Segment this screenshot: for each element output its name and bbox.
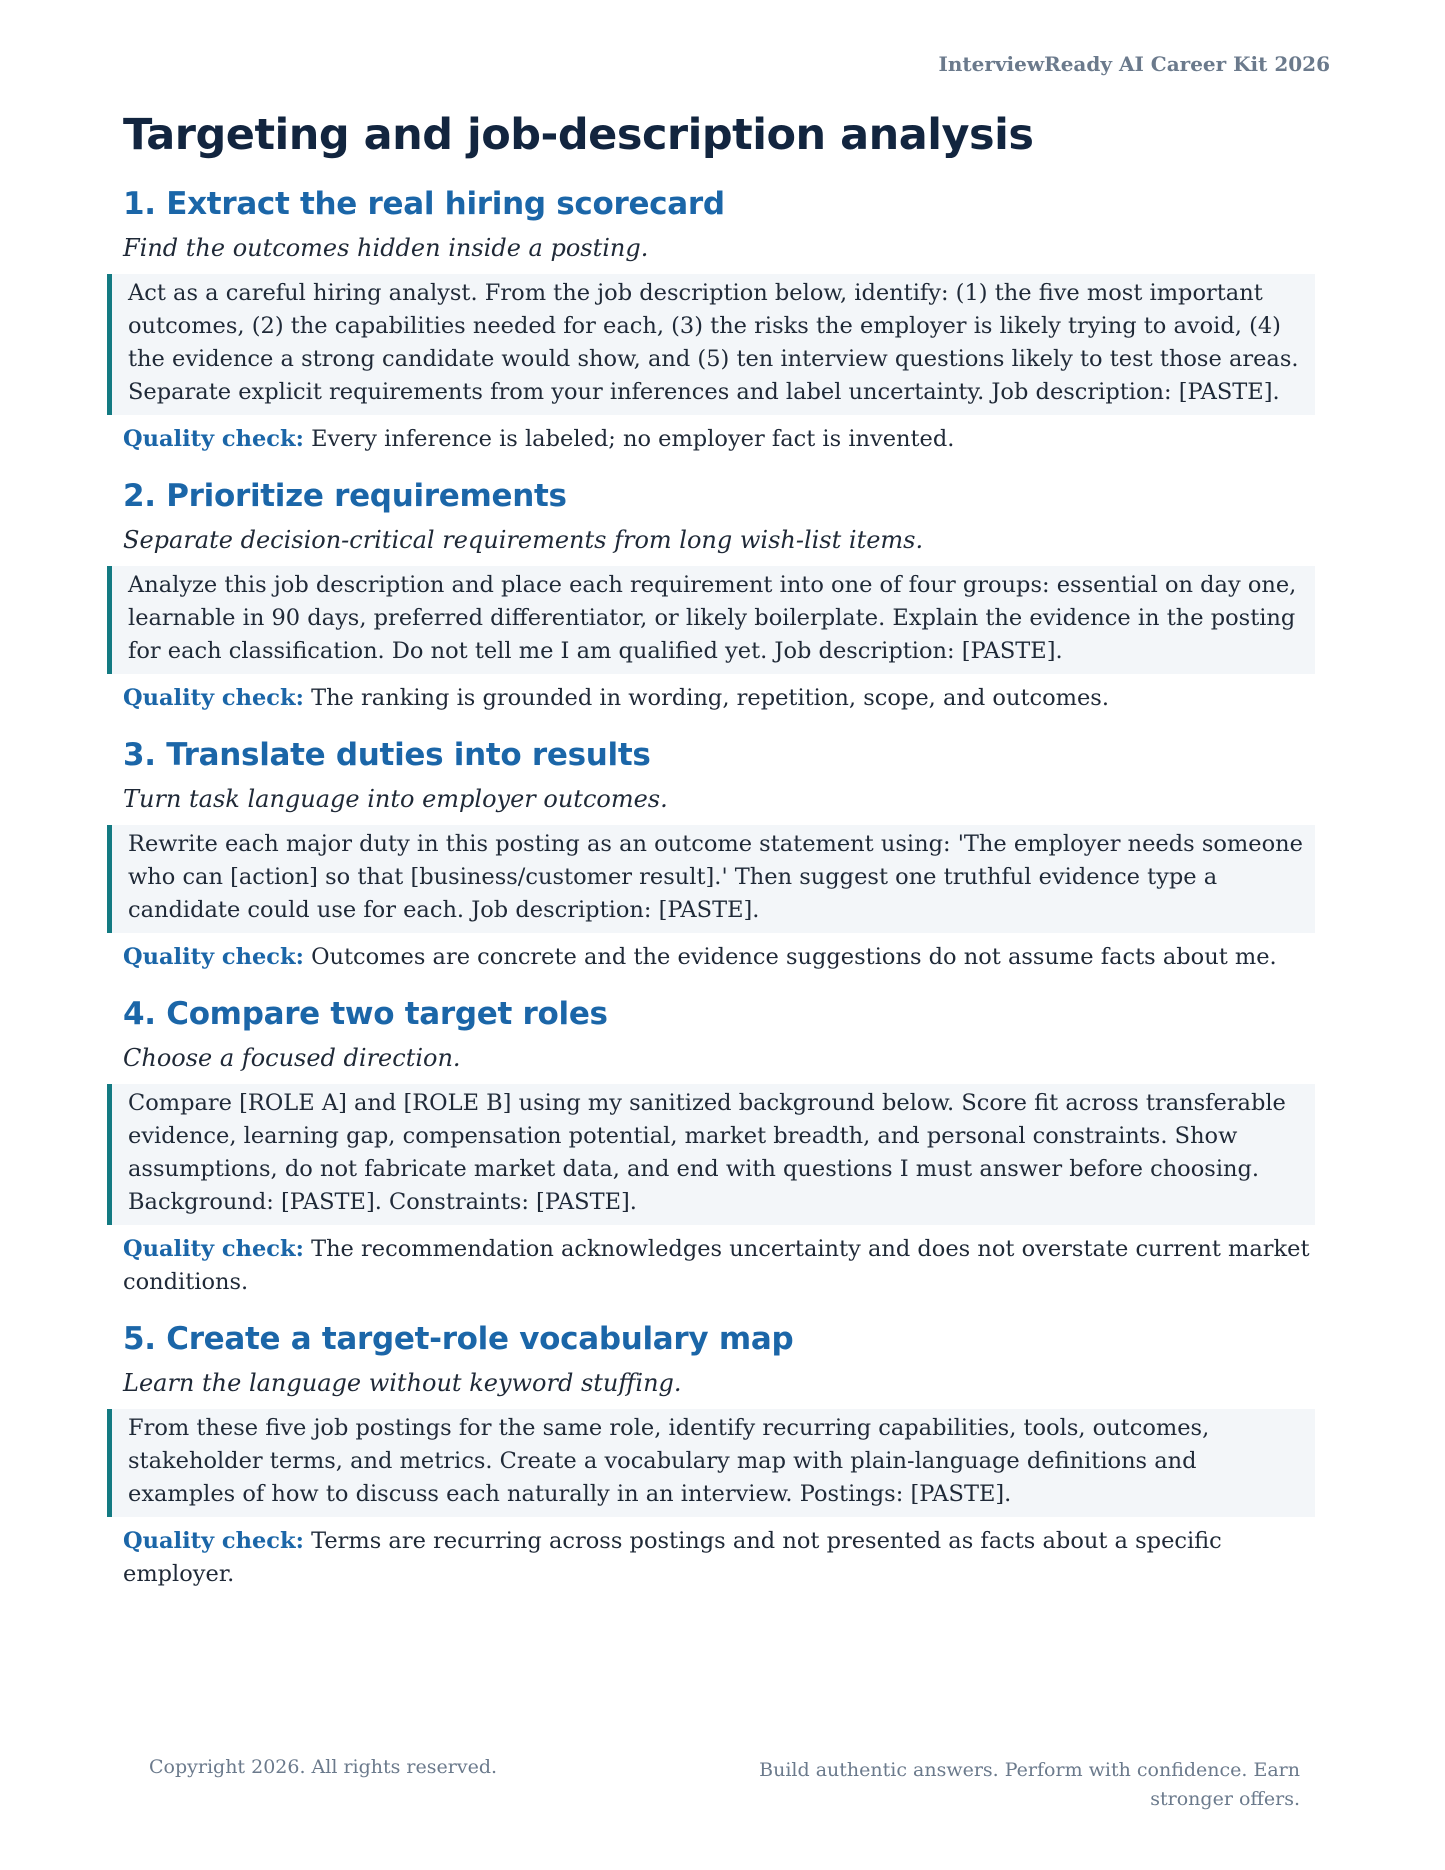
quality-check-text: Terms are recurring across postings and not presented as facts about a specific employer. <box>123 1528 1222 1587</box>
section-duties <box>123 737 1315 974</box>
page-content <box>123 110 1315 1613</box>
prompt-box: Analyze this job description and place each requirement into one of four groups: essential on day one, learnable in 90 days, preferred differentiator, or likely boilerplate. Explain the evidence in the posting for each classification. Do not tell me I am qualified yet. Job description: [PASTE]. <box>107 566 1315 674</box>
quality-check-label: Quality check: <box>123 426 304 452</box>
quality-check-text: The ranking is grounded in wording, repetition, scope, and outcomes. <box>311 685 1109 711</box>
section-scorecard <box>123 186 1315 456</box>
section-prioritize <box>123 478 1315 715</box>
quality-check <box>123 941 1315 974</box>
section-compare <box>123 996 1315 1299</box>
footer-tagline: Build authentic answers. Perform with confidence. Earn stronger offers. <box>759 1759 1300 1810</box>
section-subtitle: Separate decision-critical requirements from long wish-list items. <box>123 526 924 554</box>
footer-copyright: Copyright 2026. All rights reserved. <box>149 1756 498 1778</box>
quality-check-text: Outcomes are concrete and the evidence suggestions do not assume facts about me. <box>311 944 1277 970</box>
section-heading: 3. Translate duties into results <box>123 737 651 773</box>
section-heading: 4. Compare two target roles <box>123 996 608 1032</box>
section-subtitle: Choose a focused direction. <box>123 1044 461 1072</box>
section-heading: 5. Create a target-role vocabulary map <box>123 1321 794 1357</box>
section-heading: 2. Prioritize requirements <box>123 478 567 514</box>
quality-check <box>123 423 1315 456</box>
quality-check <box>123 1233 1315 1299</box>
quality-check-label: Quality check: <box>123 944 304 970</box>
quality-check-text: The recommendation acknowledges uncertainty and does not overstate current market conditions. <box>123 1236 1310 1295</box>
prompt-box: From these five job postings for the same role, identify recurring capabilities, tools, outcomes, stakeholder terms, and metrics. Create a vocabulary map with plain-language definitions and examples of how to discuss each naturally in an interview. Postings: [PASTE]. <box>107 1409 1315 1517</box>
prompt-box: Compare [ROLE A] and [ROLE B] using my sanitized background below. Score fit across transferable evidence, learning gap, compensation potential, market breadth, and personal constraints. Show assumptions, do not fabricate market data, and end with questions I must answer before choosing. Background: [PASTE]. Constraints: [PASTE]. <box>107 1084 1315 1225</box>
section-vocabulary <box>123 1321 1315 1591</box>
section-heading: 1. Extract the real hiring scorecard <box>123 186 725 222</box>
quality-check-label: Quality check: <box>123 1528 304 1554</box>
section-subtitle: Learn the language without keyword stuffing. <box>123 1369 682 1397</box>
prompt-box: Act as a careful hiring analyst. From the job description below, identify: (1) the five most important outcomes, (2) the capabilities needed for each, (3) the risks the employer is likely trying to avoid, (4) the evidence a strong candidate would show, and (5) ten interview questions likely to test those areas. Separate explicit requirements from your inferences and label uncertainty. Job description: [PASTE]. <box>107 274 1315 415</box>
header-brand: InterviewReady AI Career Kit 2026 <box>938 52 1330 76</box>
quality-check-label: Quality check: <box>123 685 304 711</box>
section-subtitle: Turn task language into employer outcomes. <box>123 785 668 813</box>
prompt-box: Rewrite each major duty in this posting as an outcome statement using: 'The employer needs someone who can [action] so that [business/customer result].' Then suggest one truthful evidence type a candidate could use for each. Job description: [PASTE]. <box>107 825 1315 933</box>
page-title: Targeting and job-description analysis <box>123 110 1034 160</box>
quality-check <box>123 682 1315 715</box>
section-subtitle: Find the outcomes hidden inside a posting. <box>123 234 649 262</box>
quality-check <box>123 1525 1315 1591</box>
quality-check-label: Quality check: <box>123 1236 304 1262</box>
quality-check-text: Every inference is labeled; no employer fact is invented. <box>311 426 955 452</box>
